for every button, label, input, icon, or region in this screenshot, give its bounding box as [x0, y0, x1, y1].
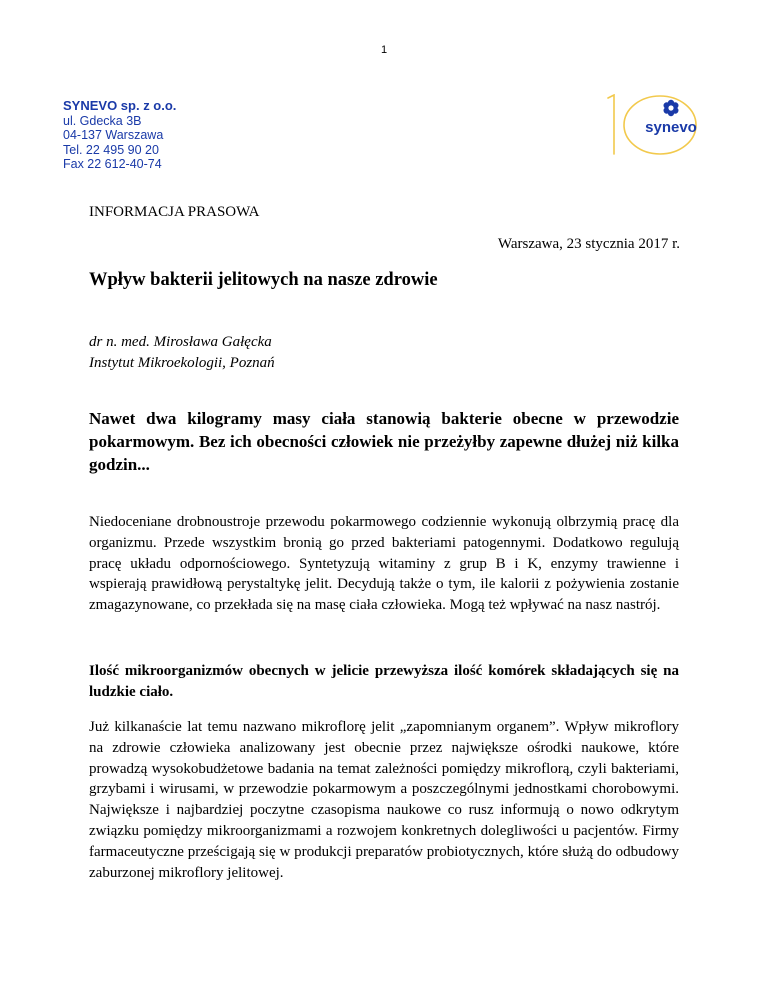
flower-icon	[664, 100, 679, 116]
author-institution: Instytut Mikroekologii, Poznań	[89, 355, 275, 371]
company-phone: Tel. 22 495 90 20	[63, 142, 159, 157]
page-number: 1	[380, 44, 388, 56]
author-name: dr n. med. Mirosława Gałęcka	[89, 334, 272, 350]
company-city: 04-137 Warszawa	[63, 128, 164, 142]
body-paragraph-2: Już kilkanaście lat temu nazwano mikroflorę jelit „zapomnianym organem”. Wpływ mikroflory na zdrowie człowieka analizowany jest obecnie przez największe ośrodki naukowe, które prowadzą wysokobudżetowe badania na temat zależności pomiędzy mikroflorą, czyli bakteriami, grzybami i wirusami, w przewodzie pokarmowym a poszczególnymi jednostkami chorobowymi. Największe i najbardziej poczytne czasopisma naukowe co rusz informują o nowo odkrytym związku pomiędzy mikroorganizmami a rozwojem konkretnych dolegliwości u pacjentów. Firmy farmaceutyczne prześcigają się w produkcji preparatów probiotycznych, które służą do odbudowy zaburzonej mikroflory jelitowej.	[89, 719, 679, 881]
document-date: Warszawa, 23 stycznia 2017 r.	[497, 236, 680, 252]
lead-paragraph: Nawet dwa kilogramy masy ciała stanowią bakterie obecne w przewodzie pokarmowym. Bez ich obecności człowiek nie przeżyłby zapewne dłużej niż kilka godzin...	[89, 409, 679, 474]
logo-wordmark: synevo	[645, 119, 697, 136]
press-release-label: INFORMACJA PRASOWA	[89, 204, 260, 220]
synevo-10-logo	[598, 94, 708, 156]
company-name: SYNEVO sp. z o.o.	[63, 98, 177, 113]
company-street: ul. Gdecka 3B	[63, 113, 142, 128]
section-subheading: Ilość mikroorganizmów obecnych w jelicie przewyższa ilość komórek składających się na ludzkie ciało.	[89, 663, 679, 700]
company-fax: Fax 22 612-40-74	[63, 157, 162, 171]
company-address-block	[63, 99, 176, 172]
author-block	[89, 332, 275, 374]
body-paragraph-1: Niedoceniane drobnoustroje przewodu pokarmowego codziennie wykonują olbrzymią pracę dla organizmu. Przede wszystkim bronią go przed bakteriami patogennymi. Dodatkowo regulują pracę układu odpornościowego. Syntetyzują witaminy z grup B i K, enzymy trawienne i wspierają prawidłową perystaltykę jelit. Decydują także o tym, ile kalorii z pożywienia zostanie zmagazynowane, co przekłada się na masę ciała człowieka. Mogą też wpływać na nasz nastrój.	[89, 514, 679, 614]
logo-digit-one	[608, 95, 614, 154]
article-title: Wpływ bakterii jelitowych na nasze zdrowie	[89, 270, 438, 290]
